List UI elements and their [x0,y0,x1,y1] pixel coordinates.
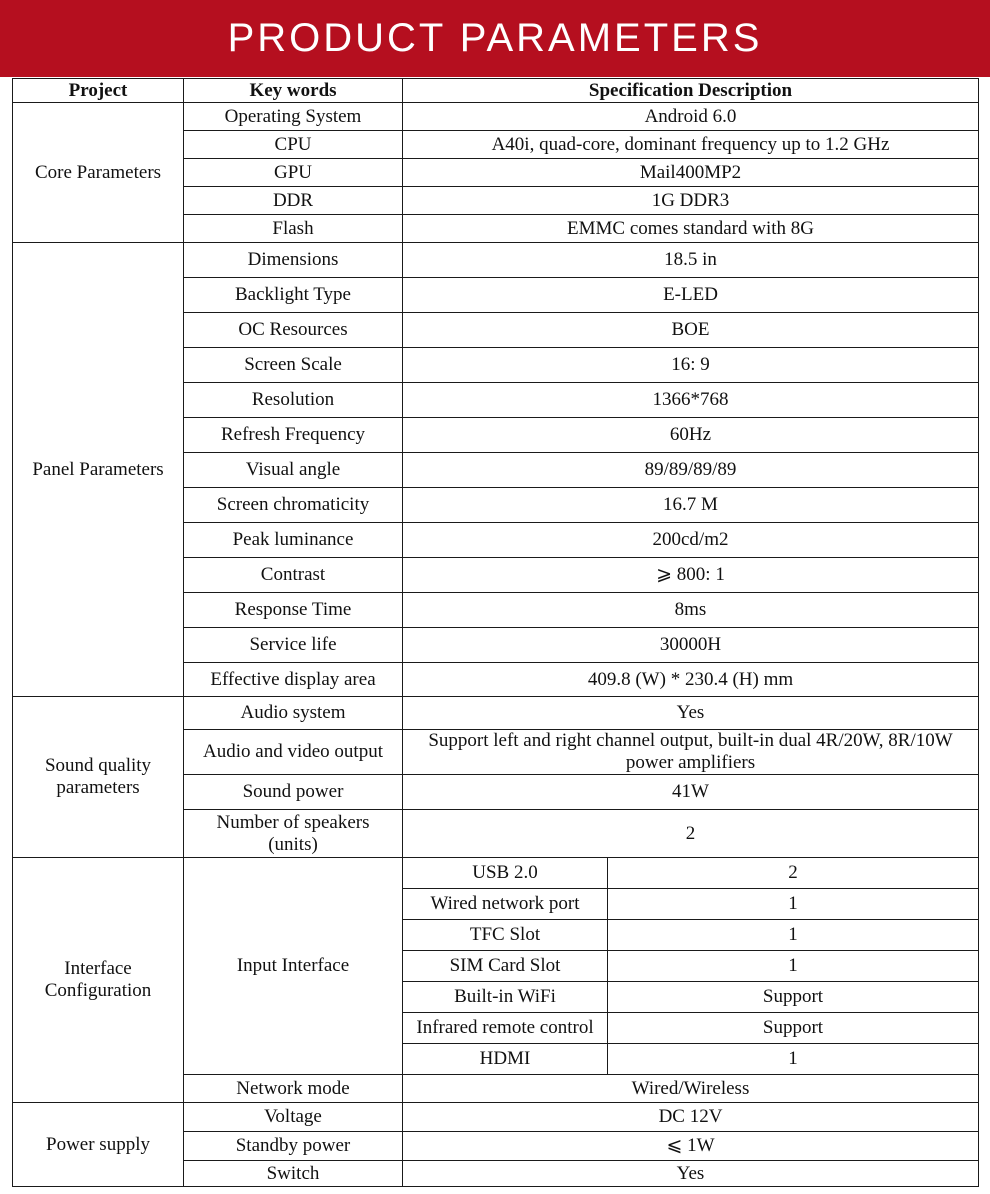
title-banner [0,0,990,77]
value-cell [403,730,979,775]
key-cell: Audio and video output [184,730,403,775]
table-row [13,1103,979,1132]
key-cell [184,810,403,858]
input-name: SIM Card Slot [403,951,608,982]
key-cell: Refresh Frequency [184,418,403,453]
key-cell: Service life [184,628,403,663]
key-cell: Backlight Type [184,278,403,313]
value-cell: 89/89/89/89 [403,453,979,488]
input-value: 1 [608,920,979,951]
value-cell: 1G DDR3 [403,187,979,215]
key-cell: OC Resources [184,313,403,348]
table-row [13,858,979,889]
input-name: Built-in WiFi [403,982,608,1013]
key-cell: Sound power [184,775,403,810]
project-panel: Panel Parameters [13,243,184,697]
input-value: Support [608,1013,979,1044]
value-cell: E-LED [403,278,979,313]
key-cell: DDR [184,187,403,215]
key-line2: (units) [268,833,318,855]
key-cell: Screen chromaticity [184,488,403,523]
value-cell: Yes [403,697,979,730]
key-cell: Voltage [184,1103,403,1132]
value-line1: Support left and right channel output, built-in dual 4R/20W, 8R/10W [428,730,953,751]
key-cell: Contrast [184,558,403,593]
value-cell: 2 [403,810,979,858]
value-cell: 1366*768 [403,383,979,418]
value-cell: Yes [403,1161,979,1187]
value-cell: ⩽ 1W [403,1132,979,1161]
table-row [13,103,979,131]
key-cell: CPU [184,131,403,159]
key-cell: Dimensions [184,243,403,278]
input-name: HDMI [403,1044,608,1075]
key-cell: Switch [184,1161,403,1187]
header-project: Project [13,79,184,103]
value-line2: power amplifiers [625,752,756,773]
input-value: 1 [608,889,979,920]
value-cell: 41W [403,775,979,810]
table-row [13,243,979,278]
project-power: Power supply [13,1103,184,1187]
key-cell: GPU [184,159,403,187]
value-cell: 18.5 in [403,243,979,278]
project-interface-line2: Configuration [44,980,152,1001]
value-cell: EMMC comes standard with 8G [403,215,979,243]
key-cell: Operating System [184,103,403,131]
key-cell: Peak luminance [184,523,403,558]
value-cell: Android 6.0 [403,103,979,131]
value-cell: Wired/Wireless [403,1075,979,1103]
input-value: Support [608,982,979,1013]
key-cell: Effective display area [184,663,403,697]
value-cell: DC 12V [403,1103,979,1132]
spec-table [12,78,979,1187]
input-value: 1 [608,1044,979,1075]
input-value: 1 [608,951,979,982]
value-cell: 200cd/m2 [403,523,979,558]
input-interface-label: Input Interface [184,858,403,1075]
project-sound [13,697,184,858]
input-name: USB 2.0 [403,858,608,889]
value-cell: 16: 9 [403,348,979,383]
key-cell: Response Time [184,593,403,628]
page-title: PRODUCT PARAMETERS [227,16,763,60]
value-cell: A40i, quad-core, dominant frequency up to 1.2 GHz [403,131,979,159]
key-cell: Network mode [184,1075,403,1103]
value-cell: 16.7 M [403,488,979,523]
value-cell: BOE [403,313,979,348]
key-cell: Flash [184,215,403,243]
key-cell: Audio system [184,697,403,730]
key-line1: Number of speakers [216,811,370,833]
key-cell: Visual angle [184,453,403,488]
project-sound-line1: Sound quality [44,755,152,776]
value-cell: 60Hz [403,418,979,453]
input-value: 2 [608,858,979,889]
table-row [13,697,979,730]
input-name: Wired network port [403,889,608,920]
value-cell: ⩾ 800: 1 [403,558,979,593]
key-cell: Standby power [184,1132,403,1161]
value-cell: Mail400MP2 [403,159,979,187]
key-cell: Screen Scale [184,348,403,383]
project-sound-line2: parameters [56,777,140,798]
header-keywords: Key words [184,79,403,103]
input-name: TFC Slot [403,920,608,951]
value-cell: 409.8 (W) * 230.4 (H) mm [403,663,979,697]
key-cell: Resolution [184,383,403,418]
header-spec: Specification Description [403,79,979,103]
project-core: Core Parameters [13,103,184,243]
project-interface-line1: Interface [64,958,132,979]
header-row [13,79,979,103]
project-interface [13,858,184,1103]
input-name: Infrared remote control [403,1013,608,1044]
value-cell: 30000H [403,628,979,663]
value-cell: 8ms [403,593,979,628]
